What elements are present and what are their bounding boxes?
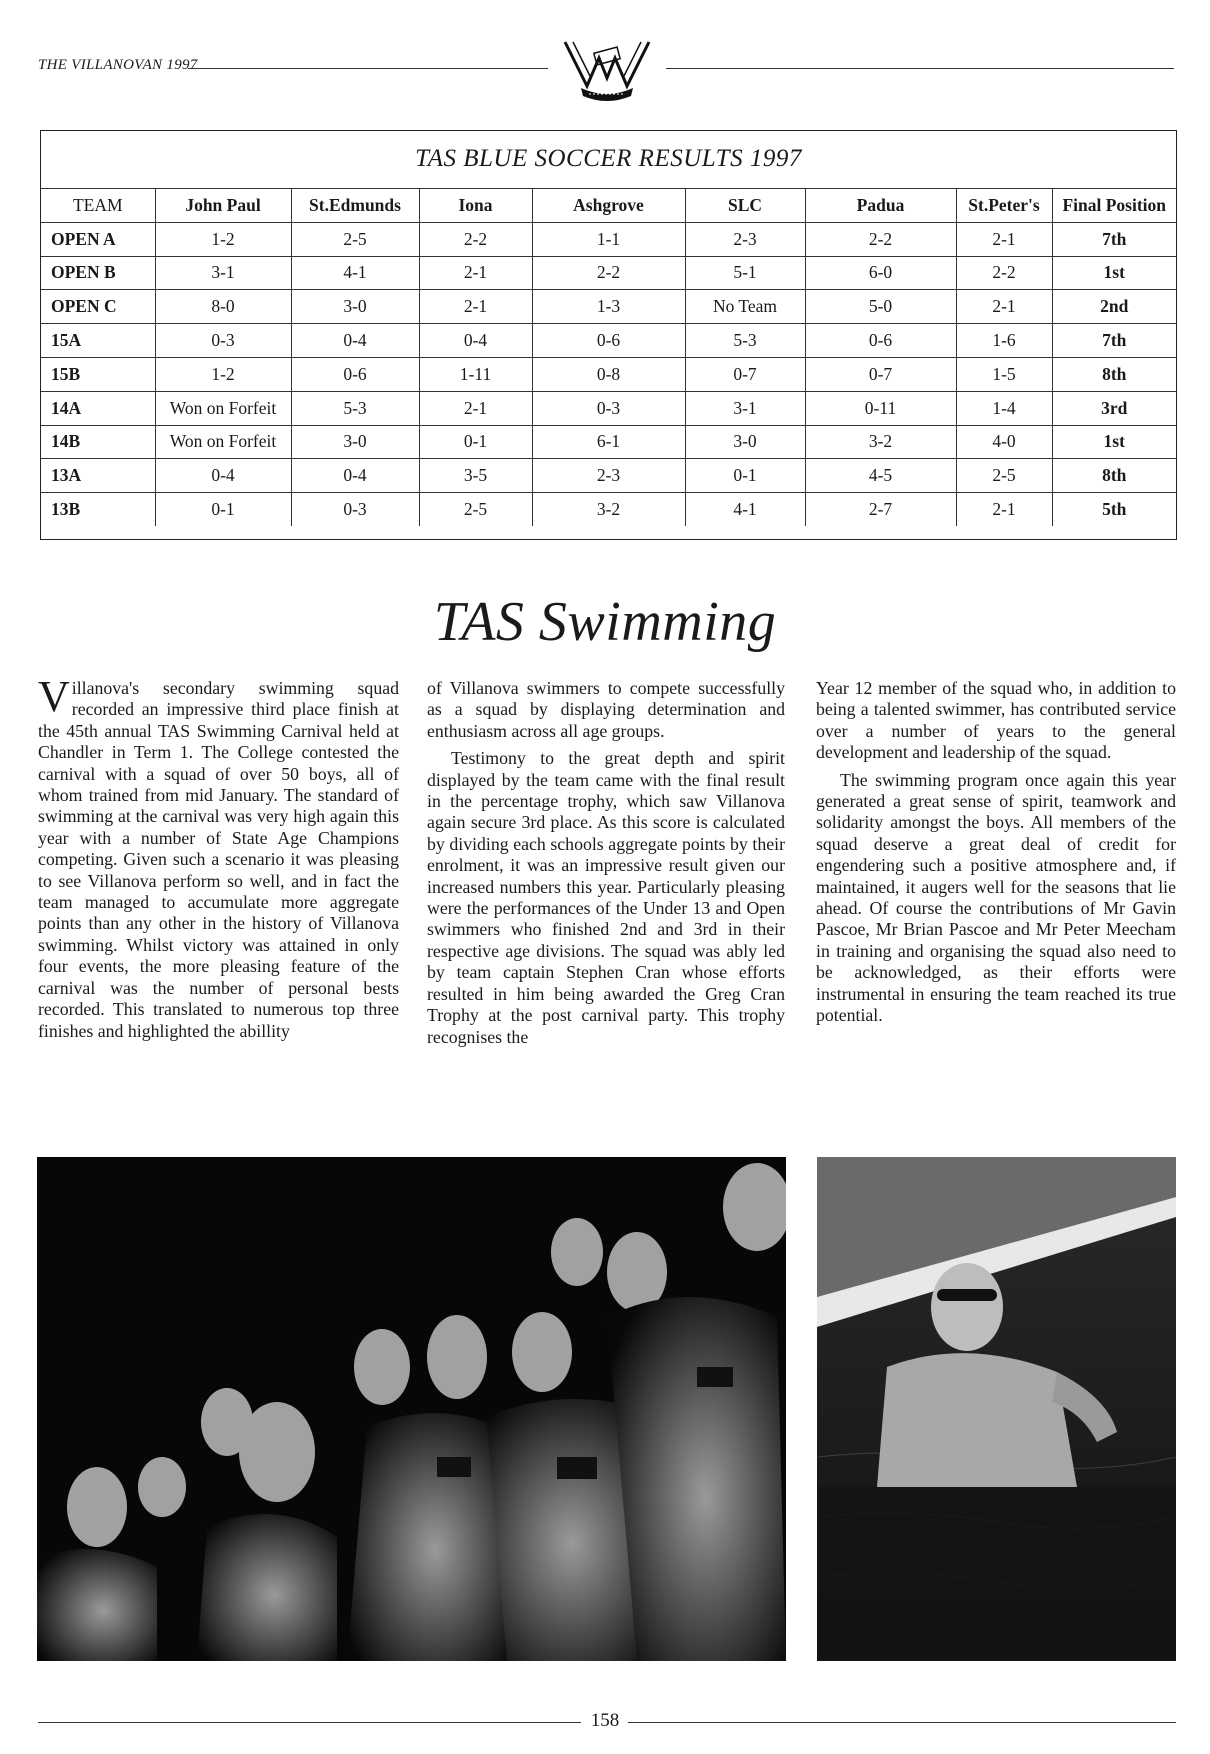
table-row	[41, 357, 1176, 391]
result-cell: 0-1	[685, 459, 805, 493]
article-paragraph: Year 12 member of the squad who, in addition to being a talented swimmer, has contributed service over a number of years to the general development and leadership of the squad.	[816, 678, 1176, 763]
soccer-results-table	[41, 188, 1176, 526]
table-row	[41, 391, 1176, 425]
result-cell: 5-1	[685, 256, 805, 290]
team-cell: 15B	[41, 357, 155, 391]
article-title: TAS Swimming	[433, 591, 777, 653]
result-cell: 3-0	[685, 425, 805, 459]
result-cell: 0-11	[805, 391, 956, 425]
result-cell: 2-5	[419, 493, 532, 527]
result-cell: 3-1	[685, 391, 805, 425]
team-cell: OPEN B	[41, 256, 155, 290]
final-position-cell: 1st	[1052, 425, 1176, 459]
page-header	[38, 38, 1174, 108]
result-cell: 1-2	[155, 222, 291, 256]
final-position-cell: 2nd	[1052, 290, 1176, 324]
final-position-cell: 1st	[1052, 256, 1176, 290]
table-body	[41, 222, 1176, 526]
table-row	[41, 256, 1176, 290]
table-row	[41, 425, 1176, 459]
result-cell: 8-0	[155, 290, 291, 324]
result-cell: 2-1	[956, 222, 1052, 256]
team-cell: 13A	[41, 459, 155, 493]
final-position-cell: 7th	[1052, 324, 1176, 358]
table-row	[41, 290, 1176, 324]
result-cell: 2-2	[419, 222, 532, 256]
team-cell: 14B	[41, 425, 155, 459]
paragraph-text: illanova's secondary swimming squad recorded an impressive third place finish at the 45th annual TAS Swimming Carnival held at Chandler in Term 1. The College contested the carnival with a squad of over 50 boys, all of whom trained from mid January. The standard of swimming at the carnival was very high again this year with a number of State Age Champions competing. Given such a scenario it was pleasing to see Villanova perform so well, and in fact the team managed to accumulate more aggregate points than any other in the history of Villanova swimming. Whilst victory was attained in only four events, the more pleasing feature of the carnival was the number of personal bests recorded. This translated to numerous top three finishes and highlighted the abillity	[38, 678, 399, 1041]
header-rule-right	[666, 68, 1174, 69]
result-cell: 0-6	[291, 357, 419, 391]
result-cell: 0-1	[419, 425, 532, 459]
result-cell: 3-1	[155, 256, 291, 290]
article-column-2	[427, 678, 785, 1048]
result-cell: 1-11	[419, 357, 532, 391]
column-header-team: TEAM	[41, 189, 155, 223]
result-cell: 0-3	[155, 324, 291, 358]
result-cell: 2-3	[532, 459, 685, 493]
article-paragraph: The swimming program once again this year generated a great sense of spirit, teamwork and solidarity amongst the boys. All members of the squad deserve a great deal of credit for engendering such a positive atmosphere and, if maintained, it augers well for the seasons that lie ahead. Of course the contributions of Mr Gavin Pascoe, Mr Brian Pascoe and Mr Peter Meecham in training and organising the squad also need to be acknowledged, as their efforts were instrumental in ensuring the team reached its true potential.	[816, 769, 1176, 1026]
result-cell: 0-3	[291, 493, 419, 527]
result-cell: 0-6	[532, 324, 685, 358]
final-position-cell: 3rd	[1052, 391, 1176, 425]
result-cell: 6-1	[532, 425, 685, 459]
result-cell: 2-2	[532, 256, 685, 290]
result-cell: No Team	[685, 290, 805, 324]
result-cell: 2-2	[805, 222, 956, 256]
result-cell: 4-5	[805, 459, 956, 493]
result-cell: 4-0	[956, 425, 1052, 459]
result-cell: 0-4	[419, 324, 532, 358]
result-cell: 6-0	[805, 256, 956, 290]
result-cell: 4-1	[291, 256, 419, 290]
column-header: Padua	[805, 189, 956, 223]
result-cell: 1-4	[956, 391, 1052, 425]
result-cell: 2-5	[956, 459, 1052, 493]
column-header: John Paul	[155, 189, 291, 223]
column-header-final-position: Final Position	[1052, 189, 1176, 223]
villanova-crest-icon	[559, 38, 655, 102]
result-cell: Won on Forfeit	[155, 425, 291, 459]
result-cell: 2-1	[419, 290, 532, 324]
final-position-cell: 8th	[1052, 357, 1176, 391]
result-cell: 5-0	[805, 290, 956, 324]
result-cell: 1-3	[532, 290, 685, 324]
team-cell: 13B	[41, 493, 155, 527]
result-cell: 2-5	[291, 222, 419, 256]
table-row	[41, 493, 1176, 527]
result-cell: 3-2	[532, 493, 685, 527]
page-number: 158	[590, 1710, 620, 1731]
result-cell: 4-1	[685, 493, 805, 527]
final-position-cell: 7th	[1052, 222, 1176, 256]
result-cell: 3-0	[291, 425, 419, 459]
result-cell: 2-1	[956, 493, 1052, 527]
result-cell: 0-4	[155, 459, 291, 493]
result-cell: 0-4	[291, 324, 419, 358]
result-cell: 2-1	[419, 256, 532, 290]
soccer-results-table-box	[40, 130, 1177, 540]
table-row	[41, 222, 1176, 256]
team-cell: 14A	[41, 391, 155, 425]
result-cell: 2-1	[956, 290, 1052, 324]
result-cell: 1-1	[532, 222, 685, 256]
running-head: THE VILLANOVAN 1997	[38, 57, 198, 73]
column-header: Ashgrove	[532, 189, 685, 223]
result-cell: 0-7	[685, 357, 805, 391]
drop-cap: V	[38, 672, 70, 721]
final-position-cell: 8th	[1052, 459, 1176, 493]
header-rule-left	[188, 68, 548, 69]
result-cell: 2-7	[805, 493, 956, 527]
result-cell: 0-4	[291, 459, 419, 493]
team-cell: OPEN A	[41, 222, 155, 256]
result-cell: 0-3	[532, 391, 685, 425]
result-cell: 5-3	[291, 391, 419, 425]
article-paragraph	[38, 672, 399, 1042]
team-cell: 15A	[41, 324, 155, 358]
result-cell: Won on Forfeit	[155, 391, 291, 425]
result-cell: 3-0	[291, 290, 419, 324]
team-cell: OPEN C	[41, 290, 155, 324]
article-column-1	[38, 672, 399, 1042]
result-cell: 2-3	[685, 222, 805, 256]
result-cell: 1-5	[956, 357, 1052, 391]
result-cell: 2-1	[419, 391, 532, 425]
column-header: St.Edmunds	[291, 189, 419, 223]
article-paragraph: Testimony to the great depth and spirit displayed by the team came with the final result in the percentage trophy, which saw Villanova again secure 3rd place. As this score is calculated by dividing each schools aggregate points by their enrolment, it was an impressive result given our increased numbers this year. Particularly pleasing were the performances of the Under 13 and Open swimmers who finished 2nd and 3rd in their respective age divisions. The squad was ably led by team captain Stephen Cran whose efforts resulted in him being awarded the Greg Cran Trophy at the post carnival party. This trophy recognises the	[427, 748, 785, 1047]
result-cell: 5-3	[685, 324, 805, 358]
photo-swimmer-in-pool	[817, 1157, 1176, 1661]
final-position-cell: 5th	[1052, 493, 1176, 527]
result-cell: 1-6	[956, 324, 1052, 358]
column-header: Iona	[419, 189, 532, 223]
photo-swimming-spectators	[37, 1157, 786, 1661]
result-cell: 3-2	[805, 425, 956, 459]
article-paragraph: of Villanova swimmers to compete successfully as a squad by displaying determination and enthusiasm across all age groups.	[427, 678, 785, 741]
result-cell: 2-2	[956, 256, 1052, 290]
result-cell: 1-2	[155, 357, 291, 391]
column-header: St.Peter's	[956, 189, 1052, 223]
result-cell: 0-8	[532, 357, 685, 391]
result-cell: 0-6	[805, 324, 956, 358]
table-header-row	[41, 189, 1176, 223]
column-header: SLC	[685, 189, 805, 223]
table-row	[41, 459, 1176, 493]
result-cell: 3-5	[419, 459, 532, 493]
table-row	[41, 324, 1176, 358]
result-cell: 0-7	[805, 357, 956, 391]
table-title: TAS BLUE SOCCER RESULTS 1997	[415, 145, 802, 172]
article-column-3	[816, 678, 1176, 1027]
result-cell: 0-1	[155, 493, 291, 527]
